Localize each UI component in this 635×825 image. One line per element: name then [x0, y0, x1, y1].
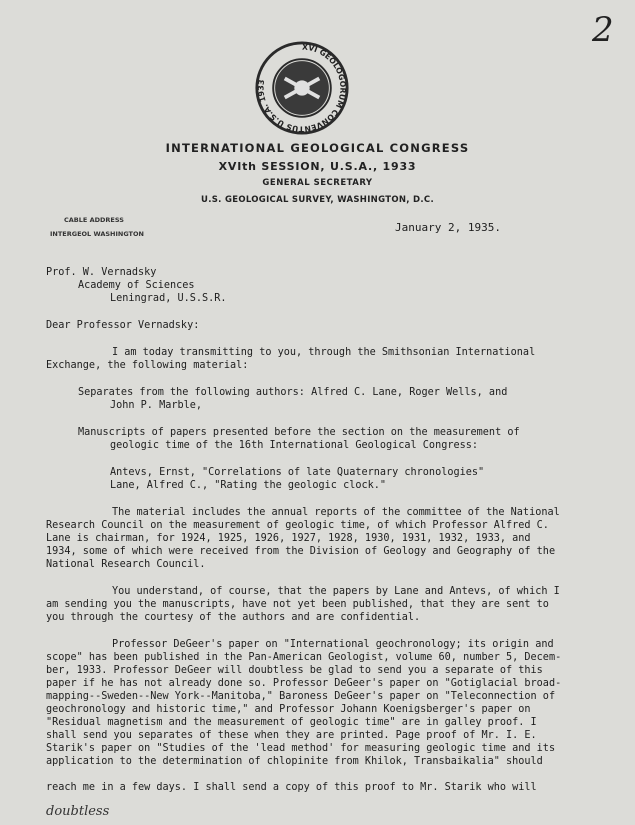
body-line: scope" has been published in the Pan-American Geologist, volume 60, number 5, Decem-	[46, 652, 562, 663]
letterhead-address: U.S. GEOLOGICAL SURVEY, WASHINGTON, D.C.	[201, 195, 434, 205]
body-line: National Research Council.	[46, 559, 206, 570]
body-line: You understand, of course, that the papers by Lane and Antevs, of which I	[112, 586, 560, 597]
body-line: mapping--Sweden--New York--Manitoba," Baroness DeGeer's paper on "Teleconnection of	[46, 691, 556, 702]
handwritten-word: doubtless	[46, 804, 110, 819]
body-line: you through the courtesy of the authors and are confidential.	[46, 612, 421, 623]
body-line: geochronology and historic time," and Professor Johann Koenigsberger's paper on	[46, 704, 531, 715]
body-line: Research Council on the measurement of geologic time, of which Professor Alfred C.	[46, 520, 549, 531]
body-line: reach me in a few days. I shall send a copy of this proof to Mr. Starik who will	[46, 782, 537, 793]
body-line: Separates from the following authors: Alfred C. Lane, Roger Wells, and	[78, 387, 508, 398]
body-line: am sending you the manuscripts, have not yet been published, that they are sent to	[46, 599, 549, 610]
body-line: Manuscripts of papers presented before the section on the measurement of	[78, 427, 520, 438]
body-line: John P. Marble,	[110, 400, 203, 411]
body-line: The material includes the annual reports of the committee of the National	[112, 507, 560, 518]
letterhead-title: INTERNATIONAL GEOLOGICAL CONGRESS	[165, 141, 470, 155]
address-line: Academy of Sciences	[78, 280, 195, 291]
letterhead-session: XVIth SESSION, U.S.A., 1933	[218, 160, 417, 173]
body-line: "Residual magnetism and the measurement of geologic time" are in galley proof. I	[46, 717, 537, 728]
body-line: Starik's paper on "Studies of the 'lead method' for measuring geologic time and its	[46, 743, 556, 754]
body-line: shall send you separates of these when they are printed. Page proof of Mr. I. E.	[46, 730, 537, 741]
body-line: ber, 1933. Professor DeGeer will doubtless be glad to send you a separate of this	[46, 665, 543, 676]
congress-seal	[254, 40, 350, 136]
letterhead-office: GENERAL SECRETARY	[262, 178, 373, 188]
body-line: Lane, Alfred C., "Rating the geologic clock."	[110, 480, 387, 491]
body-line: geologic time of the 16th International Geological Congress:	[110, 440, 479, 451]
body-line: paper if he has not already done so. Professor DeGeer's paper on "Gotiglacial broad-	[46, 678, 562, 689]
cable-address-label: CABLE ADDRESS	[64, 216, 124, 224]
body-line: Exchange, the following material:	[46, 360, 249, 371]
body-line: application to the determination of chlopinite from Khilok, Transbaikalia" should	[46, 756, 543, 767]
page-number: 2	[592, 10, 614, 50]
body-line: Professor DeGeer's paper on "International geochronology; its origin and	[112, 639, 554, 650]
body-line: I am today transmitting to you, through the Smithsonian International	[112, 347, 536, 358]
cable-address-value: INTERGEOL WASHINGTON	[50, 230, 144, 238]
body-line: Antevs, Ernst, "Correlations of late Quaternary chronologies"	[110, 467, 485, 478]
salutation: Dear Professor Vernadsky:	[46, 320, 200, 331]
body-line: 1934, some of which were received from the Division of Geology and Geography of the	[46, 546, 556, 557]
address-line: Leningrad, U.S.S.R.	[110, 293, 227, 304]
svg-text:XVI GEOLOGORUM CONVENTUS U.S.A: XVI GEOLOGORUM CONVENTUS U.S.A. 1933	[256, 42, 348, 134]
letter-date: January 2, 1935.	[395, 221, 501, 234]
address-line: Prof. W. Vernadsky	[46, 267, 157, 278]
body-line: Lane is chairman, for 1924, 1925, 1926, 1927, 1928, 1930, 1931, 1932, 1933, and	[46, 533, 531, 544]
